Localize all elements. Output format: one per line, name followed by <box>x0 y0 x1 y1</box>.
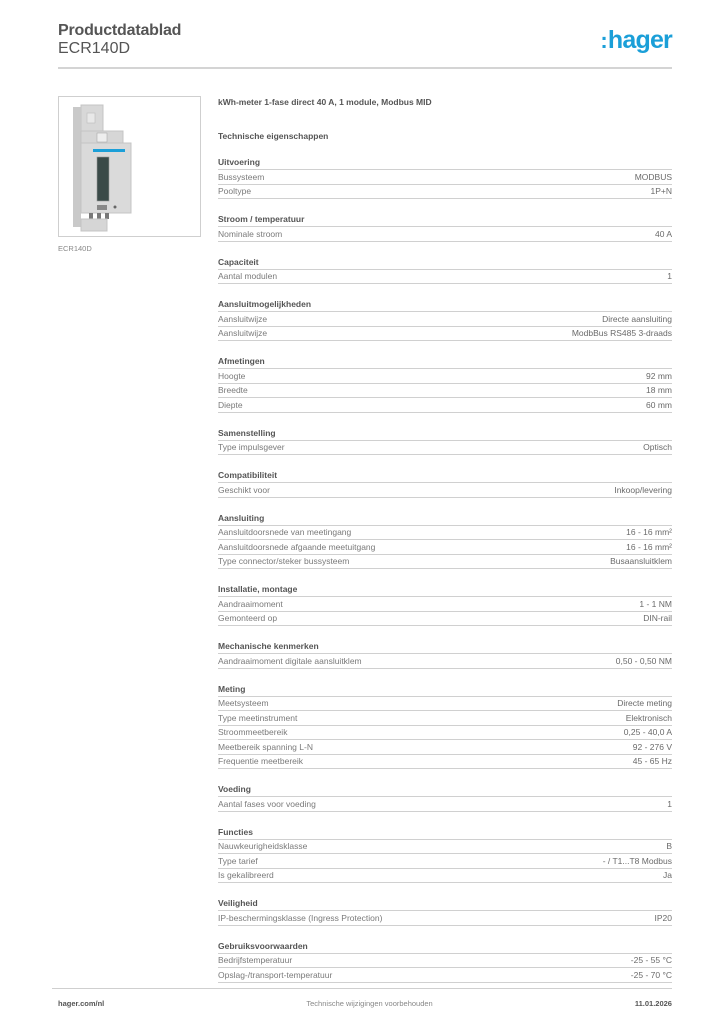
spec-row <box>218 441 672 456</box>
spec-section <box>218 469 672 498</box>
spec-label: Is gekalibreerd <box>218 870 274 880</box>
spec-value: 45 - 65 Hz <box>632 756 672 766</box>
spec-row <box>218 840 672 855</box>
spec-label: Meetbereik spanning L-N <box>218 741 313 752</box>
spec-label: Stroommeetbereik <box>218 727 288 737</box>
section-title: Compatibiliteit <box>218 469 672 483</box>
spec-value: 92 mm <box>646 370 672 381</box>
spec-row <box>218 270 672 285</box>
spec-section <box>218 640 672 669</box>
spec-value: 1 - 1 NM <box>639 598 672 609</box>
document-footer <box>58 999 672 1008</box>
spec-value: Optisch <box>643 442 672 452</box>
product-image-caption: ECR140D <box>58 244 92 253</box>
spec-row <box>218 227 672 242</box>
spec-value: 40 A <box>654 228 672 239</box>
spec-row <box>218 755 672 770</box>
spec-value: ModbBus RS485 3-draads <box>571 328 672 338</box>
spec-section <box>218 156 672 199</box>
spec-value: Inkoop/levering <box>614 484 672 495</box>
spec-value: 1P+N <box>650 186 672 196</box>
spec-label: Bussysteem <box>218 171 265 182</box>
document-header <box>58 22 181 58</box>
spec-row <box>218 726 672 741</box>
spec-value: Directe meting <box>617 698 672 708</box>
spec-section <box>218 583 672 626</box>
spec-section <box>218 213 672 242</box>
spec-value: B <box>666 841 672 851</box>
spec-value: 0,25 - 40,0 A <box>623 727 672 737</box>
spec-row <box>218 654 672 669</box>
spec-row <box>218 612 672 627</box>
document-title: Productdatablad <box>58 22 182 39</box>
spec-row <box>218 911 672 926</box>
spec-label: Aansluitwijze <box>218 328 268 338</box>
spec-label: Frequentie meetbereik <box>218 756 304 766</box>
spec-section <box>218 940 672 983</box>
footer-website: hager.com/nl <box>58 999 105 1008</box>
spec-section <box>218 897 672 926</box>
spec-value: -25 - 70 °C <box>630 969 672 980</box>
footer-date: 11.01.2026 <box>634 999 672 1008</box>
spec-value: Busaansluitklem <box>610 556 672 566</box>
logo-colon-icon: : <box>600 28 607 53</box>
spec-value: 0,50 - 0,50 NM <box>615 655 672 666</box>
spec-label: Aansluitdoorsnede afgaande meetuitgang <box>218 541 376 552</box>
product-image <box>58 96 201 237</box>
spec-value: -25 - 55 °C <box>630 955 672 965</box>
spec-row <box>218 597 672 612</box>
spec-section <box>218 783 672 812</box>
spec-row <box>218 854 672 869</box>
spec-row <box>218 968 672 983</box>
spec-label: Nominale stroom <box>218 228 283 239</box>
section-title: Uitvoering <box>218 156 672 170</box>
spec-label: Pooltype <box>218 186 252 196</box>
spec-row <box>218 869 672 884</box>
spec-value: - / T1...T8 Modbus <box>602 855 672 866</box>
spec-section <box>218 512 672 570</box>
spec-row <box>218 369 672 384</box>
footer-disclaimer: Technische wijzigingen voorbehouden <box>306 999 433 1008</box>
spec-row <box>218 740 672 755</box>
spec-label: Aandraaimoment <box>218 598 283 609</box>
product-code: ECR140D <box>58 40 131 57</box>
spec-label: Breedte <box>218 385 248 395</box>
spec-row <box>218 697 672 712</box>
section-title: Installatie, montage <box>218 583 672 597</box>
spec-label: Opslag-/transport-temperatuur <box>218 969 333 980</box>
spec-label: Geschikt voor <box>218 484 270 495</box>
spec-value: MODBUS <box>634 171 672 182</box>
section-title: Afmetingen <box>218 355 672 369</box>
section-title: Functies <box>218 826 672 840</box>
spec-row <box>218 398 672 413</box>
spec-row <box>218 384 672 399</box>
section-title: Meting <box>218 683 672 697</box>
spec-section <box>218 256 672 285</box>
header-divider <box>58 67 672 69</box>
spec-row <box>218 540 672 555</box>
spec-label: Bedrijfstemperatuur <box>218 955 293 965</box>
spec-label: Type impulsgever <box>218 442 285 452</box>
spec-value: 18 mm <box>646 385 672 395</box>
spec-section <box>218 683 672 770</box>
spec-label: Aansluitwijze <box>218 313 268 324</box>
spec-label: Gemonteerd op <box>218 613 278 623</box>
spec-row <box>218 170 672 185</box>
spec-row <box>218 483 672 498</box>
spec-label: Meetsysteem <box>218 698 269 708</box>
spec-row <box>218 327 672 342</box>
spec-value: DIN-rail <box>643 613 672 623</box>
spec-value: 60 mm <box>646 399 672 410</box>
technical-properties-heading: Technische eigenschappen <box>218 131 329 141</box>
spec-value: 1 <box>667 271 672 281</box>
spec-value: Ja <box>663 870 672 880</box>
spec-label: Aantal modulen <box>218 271 278 281</box>
spec-label: Diepte <box>218 399 243 410</box>
section-title: Aansluiting <box>218 512 672 526</box>
section-title: Stroom / temperatuur <box>218 213 672 227</box>
spec-label: Type meetinstrument <box>218 712 298 723</box>
spec-section <box>218 298 672 341</box>
footer-divider <box>52 988 672 989</box>
spec-label: Aantal fases voor voeding <box>218 798 316 809</box>
logo-text: hager <box>607 26 672 54</box>
spec-row <box>218 312 672 327</box>
din-rail-energy-meter-icon <box>59 97 200 236</box>
section-title: Samenstelling <box>218 427 672 441</box>
spec-row <box>218 526 672 541</box>
spec-section <box>218 427 672 456</box>
section-title: Voeding <box>218 783 672 797</box>
spec-row <box>218 797 672 812</box>
spec-row <box>218 711 672 726</box>
spec-section <box>218 826 672 884</box>
spec-row <box>218 555 672 570</box>
section-title: Veiligheid <box>218 897 672 911</box>
spec-value: Elektronisch <box>625 712 672 723</box>
spec-label: Hoogte <box>218 370 246 381</box>
specification-content <box>218 96 672 983</box>
product-description: kWh-meter 1-fase direct 40 A, 1 module, Modbus MID <box>218 97 432 107</box>
spec-label: Aansluitdoorsnede van meetingang <box>218 527 352 537</box>
spec-row <box>218 954 672 969</box>
spec-label: Type tarief <box>218 855 258 866</box>
spec-label: Nauwkeurigheidsklasse <box>218 841 308 851</box>
spec-section <box>218 355 672 413</box>
spec-value: 92 - 276 V <box>632 741 672 752</box>
spec-value: 16 - 16 mm² <box>626 541 672 552</box>
spec-label: Type connector/steker bussysteem <box>218 556 350 566</box>
spec-label: Aandraaimoment digitale aansluitklem <box>218 655 362 666</box>
spec-row <box>218 185 672 200</box>
spec-value: IP20 <box>654 912 672 923</box>
spec-label: IP-beschermingsklasse (Ingress Protection) <box>218 912 383 923</box>
spec-value: 1 <box>667 798 672 809</box>
hager-logo <box>600 27 672 54</box>
section-title: Mechanische kenmerken <box>218 640 672 654</box>
spec-sections <box>218 156 672 983</box>
spec-value: 16 - 16 mm² <box>626 527 672 537</box>
spec-value: Directe aansluiting <box>602 313 672 324</box>
section-title: Aansluitmogelijkheden <box>218 298 672 312</box>
section-title: Gebruiksvoorwaarden <box>218 940 672 954</box>
section-title: Capaciteit <box>218 256 672 270</box>
